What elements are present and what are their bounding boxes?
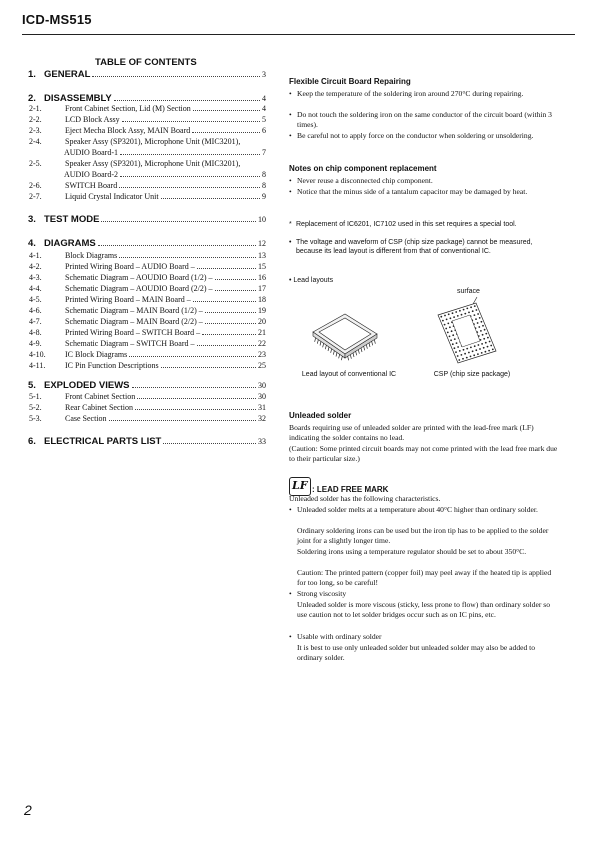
toc-page: 17	[258, 284, 266, 293]
toc-section-number: 2.	[28, 93, 36, 104]
toc-title: TABLE OF CONTENTS	[95, 57, 197, 68]
toc-entry-number: 4-1.	[29, 251, 42, 260]
toc-entry-number: 5-2.	[29, 403, 42, 412]
right-column: Flexible Circuit Board Repairing • Keep the temperature of the soldering iron around 270°C during repairing. • Do not touch the soldering iron on the same conductor of the circuit board (within 3 times). • Be careful not to apply force on the conductor when soldering or unsoldering. Notes on chip component replacement • Never reuse a disconnected chip component. • Notice that the minus side of a tantalum capacitor may be damaged by heat. * Replacement of IC6201, IC7102 used in this set requires a special tool. • The voltage and waveform of CSP (chip size package) cannot be measured, because its lead layout is different from that of conventional IC. • Lead layouts surface Lead layout of conventional IC CSP (chip size package) Unleaded solder Boards requiring use of unleaded solder are printed with the lead-free mark (LF) indicating the solder contains no lead. (Caution: Some printed circuit boards may not come printed with the lead free mark due to their particular size.) LF : LEAD FREE MARK Unleaded solder has the following characteristics. • Unleaded solder melts at a temperature about 40°C higher than ordinary solder. Ordinary soldering irons can be used but the iron tip has to be applied to the solder joint for a slightly longer time. Soldering irons using a temperature regulator should be set to about 350°C. Caution: The printed pattern (copper foil) may peel away if the heated tip is applied for too long, so be careful! • Strong viscosity Unleaded solder is more viscous (sticky, less prone to flow) than ordinary solder so use caution not to let solder bridges occur such as on IC pins, etc. • Usable with ordinary solder It is best to use only unleaded solder but unleaded solder may also be added to ordinary solder.	[289, 77, 558, 663]
toc-leader	[163, 443, 256, 444]
toc-page: 3	[262, 70, 266, 79]
toc-page: 18	[258, 295, 266, 304]
conventional-ic-caption: Lead layout of conventional IC	[301, 371, 397, 378]
toc-page: 30	[258, 392, 266, 401]
toc-page: 4	[262, 104, 266, 113]
toc-entry[interactable]	[28, 414, 266, 423]
toc-entry[interactable]	[28, 126, 266, 135]
lead-free-logo-text: LF	[292, 479, 308, 492]
lead-free-subtext: It is best to use only unleaded solder but unleaded solder may also be added to ordinary solder.	[297, 643, 536, 663]
toc-entry[interactable]	[28, 328, 266, 337]
csp-illustration	[432, 295, 502, 370]
toc-section-number: 1.	[28, 69, 36, 80]
toc-leader	[192, 132, 260, 133]
toc-leader	[98, 245, 256, 246]
toc-section-title: ELECTRICAL PARTS LIST	[44, 436, 162, 447]
toc-page: 21	[258, 328, 266, 337]
toc-page: 9	[262, 192, 266, 201]
toc-entry[interactable]	[28, 137, 266, 146]
toc-entry-title: Schematic Diagram – AOUDIO Board (2/2) –	[65, 284, 213, 293]
toc-leader	[193, 110, 260, 111]
toc-entry-title: AUDIO Board-1	[64, 148, 118, 157]
toc-leader	[197, 345, 256, 346]
toc-leader	[119, 257, 256, 258]
toc-entry-number: 4-5.	[29, 295, 42, 304]
toc-leader	[205, 323, 256, 324]
toc-page: 8	[262, 170, 266, 179]
lead-free-heading: : LEAD FREE MARK	[312, 485, 389, 494]
lead-free-intro: Unleaded solder has the following characteristics.	[289, 494, 441, 503]
toc-entry-title: Rear Cabinet Section	[65, 403, 133, 412]
toc-leader	[114, 100, 260, 101]
toc-entry-title: Speaker Assy (SP3201), Microphone Unit (MIC3201),	[65, 159, 241, 168]
toc-leader	[205, 312, 256, 313]
toc-page: 30	[258, 381, 266, 390]
toc-leader	[161, 367, 256, 368]
toc-section-title: GENERAL	[44, 69, 91, 80]
toc-entry[interactable]	[28, 350, 266, 359]
toc-entry-title: IC Pin Function Descriptions	[65, 361, 159, 370]
toc-page: 16	[258, 273, 266, 282]
toc-leader	[120, 154, 260, 155]
toc-entry-number: 4-7.	[29, 317, 42, 326]
toc-entry[interactable]	[28, 104, 266, 113]
toc-entry-number: 4-10.	[29, 350, 46, 359]
toc-leader	[119, 187, 260, 188]
toc-leader	[215, 279, 256, 280]
toc-section-number: 5.	[28, 380, 36, 391]
toc-entry-number: 4-8.	[29, 328, 42, 337]
toc-entry-continued[interactable]	[64, 170, 266, 179]
toc-leader	[137, 398, 256, 399]
toc-leader	[161, 198, 260, 199]
toc-entry-title: Block Diagrams	[65, 251, 118, 260]
toc-page: 32	[258, 414, 266, 423]
toc-page: 22	[258, 339, 266, 348]
lead-free-subtext: Soldering irons using a temperature regulator should be set to about 350°C.	[297, 547, 527, 556]
table-of-contents	[28, 0, 266, 842]
toc-entry-number: 4-9.	[29, 339, 42, 348]
toc-entry-title: Front Cabinet Section, Lid (M) Section	[65, 104, 191, 113]
surface-label: surface	[457, 288, 480, 295]
toc-entry-number: 2-7.	[29, 192, 42, 201]
toc-entry[interactable]	[28, 181, 266, 190]
toc-section[interactable]	[28, 214, 266, 225]
toc-entry-continued[interactable]	[64, 148, 266, 157]
toc-entry-title: Printed Wiring Board – MAIN Board –	[65, 295, 191, 304]
toc-entry-number: 2-5.	[29, 159, 42, 168]
toc-leader	[193, 301, 256, 302]
toc-entry-number: 2-1.	[29, 104, 42, 113]
toc-entry-number: 5-3.	[29, 414, 42, 423]
toc-entry[interactable]	[28, 115, 266, 124]
toc-entry-title: Schematic Diagram – MAIN Board (2/2) –	[65, 317, 203, 326]
lead-free-subtext: Ordinary soldering irons can be used but the iron tip has to be applied to the solder joint for a slightly longer time.	[297, 526, 549, 546]
toc-leader	[122, 121, 260, 122]
toc-entry-title: Front Cabinet Section	[65, 392, 136, 401]
toc-entry-title: Speaker Assy (SP3201), Microphone Unit (MIC3201),	[65, 137, 241, 146]
toc-page: 13	[258, 251, 266, 260]
toc-entry[interactable]	[28, 251, 266, 260]
toc-leader	[202, 334, 256, 335]
toc-leader	[109, 420, 256, 421]
toc-entry[interactable]	[28, 262, 266, 271]
toc-leader	[120, 176, 260, 177]
toc-entry[interactable]	[28, 403, 266, 412]
toc-entry-title: Printed Wiring Board – SWITCH Board –	[65, 328, 201, 337]
toc-page: 23	[258, 350, 266, 359]
toc-page: 25	[258, 361, 266, 370]
toc-leader	[129, 356, 256, 357]
toc-page: 10	[258, 215, 266, 224]
toc-section-number: 4.	[28, 238, 36, 249]
lead-layouts-label: • Lead layouts	[289, 277, 334, 284]
page-number: 2	[24, 802, 32, 818]
toc-page: 5	[262, 115, 266, 124]
toc-entry-number: 2-4.	[29, 137, 42, 146]
toc-page: 7	[262, 148, 266, 157]
toc-entry-title: Eject Mecha Block Assy, MAIN Board	[65, 126, 191, 135]
toc-page: 33	[258, 437, 266, 446]
toc-section-title: DISASSEMBLY	[44, 93, 112, 104]
toc-leader	[132, 387, 256, 388]
toc-entry[interactable]	[28, 295, 266, 304]
toc-entry-title: SWITCH Board	[65, 181, 118, 190]
toc-entry-number: 4-3.	[29, 273, 42, 282]
toc-entry-title: Schematic Diagram – MAIN Board (1/2) –	[65, 306, 203, 315]
toc-entry-number: 4-6.	[29, 306, 42, 315]
unleaded-heading: Unleaded solder	[289, 411, 352, 420]
toc-leader	[101, 221, 256, 222]
toc-entry-number: 4-11.	[29, 361, 46, 370]
toc-entry[interactable]	[28, 392, 266, 401]
unleaded-caution: (Caution: Some printed circuit boards may not come printed with the lead free mark due to their particular size.)	[289, 444, 558, 464]
toc-entry-title: Schematic Diagram – AOUDIO Board (1/2) –	[65, 273, 213, 282]
toc-entry-title: Schematic Diagram – SWITCH Board –	[65, 339, 195, 348]
toc-entry-title: Liquid Crystal Indicator Unit	[65, 192, 159, 201]
toc-section-title: DIAGRAMS	[44, 238, 96, 249]
toc-page: 19	[258, 306, 266, 315]
toc-page: 20	[258, 317, 266, 326]
toc-entry[interactable]	[28, 339, 266, 348]
toc-leader	[215, 290, 256, 291]
toc-section-number: 3.	[28, 214, 36, 225]
toc-section[interactable]	[28, 93, 266, 104]
toc-entry-number: 2-2.	[29, 115, 42, 124]
toc-page: 15	[258, 262, 266, 271]
flex-repair-heading: Flexible Circuit Board Repairing	[289, 77, 411, 86]
toc-page: 12	[258, 239, 266, 248]
chip-notes-heading: Notes on chip component replacement	[289, 164, 437, 173]
toc-entry[interactable]	[28, 317, 266, 326]
toc-entry-number: 2-6.	[29, 181, 42, 190]
toc-section[interactable]	[28, 69, 266, 80]
toc-entry-title: Printed Wiring Board – AUDIO Board –	[65, 262, 195, 271]
model-name: ICD-MS515	[22, 12, 92, 27]
toc-entry-number: 4-2.	[29, 262, 42, 271]
toc-page: 6	[262, 126, 266, 135]
toc-leader	[197, 268, 256, 269]
toc-entry-title: Case Section	[65, 414, 107, 423]
toc-entry[interactable]	[28, 273, 266, 282]
toc-entry-number: 2-3.	[29, 126, 42, 135]
toc-entry-number: 5-1.	[29, 392, 42, 401]
toc-entry[interactable]	[28, 361, 266, 370]
lead-free-subtext: Caution: The printed pattern (copper foil) may peel away if the heated tip is applied for too long, so be careful!	[297, 568, 552, 588]
toc-entry[interactable]	[28, 284, 266, 293]
toc-leader	[135, 409, 256, 410]
toc-entry[interactable]	[28, 306, 266, 315]
toc-section-title: TEST MODE	[44, 214, 100, 225]
toc-section[interactable]	[28, 436, 266, 447]
unleaded-body: Boards requiring use of unleaded solder are printed with the lead-free mark (LF) indicating the solder contains no lead.	[289, 423, 534, 443]
conventional-ic-illustration	[305, 310, 385, 365]
toc-entry-title: IC Block Diagrams	[65, 350, 128, 359]
toc-page: 8	[262, 181, 266, 190]
csp-caption: CSP (chip size package)	[433, 371, 511, 378]
toc-section[interactable]	[28, 380, 266, 391]
toc-leader	[92, 76, 260, 77]
toc-entry[interactable]	[28, 159, 266, 168]
toc-entry-title: LCD Block Assy	[65, 115, 120, 124]
toc-section-title: EXPLODED VIEWS	[44, 380, 130, 391]
toc-entry-title: AUDIO Board-2	[64, 170, 118, 179]
lead-free-subtext: Unleaded solder is more viscous (sticky, less prone to flow) than ordinary solder so use caution not to let solder bridges occur such as on IC pins, etc.	[297, 600, 550, 620]
toc-section[interactable]	[28, 238, 266, 249]
toc-section-number: 6.	[28, 436, 36, 447]
toc-entry[interactable]	[28, 192, 266, 201]
toc-page: 31	[258, 403, 266, 412]
toc-entry-number: 4-4.	[29, 284, 42, 293]
toc-page: 4	[262, 94, 266, 103]
